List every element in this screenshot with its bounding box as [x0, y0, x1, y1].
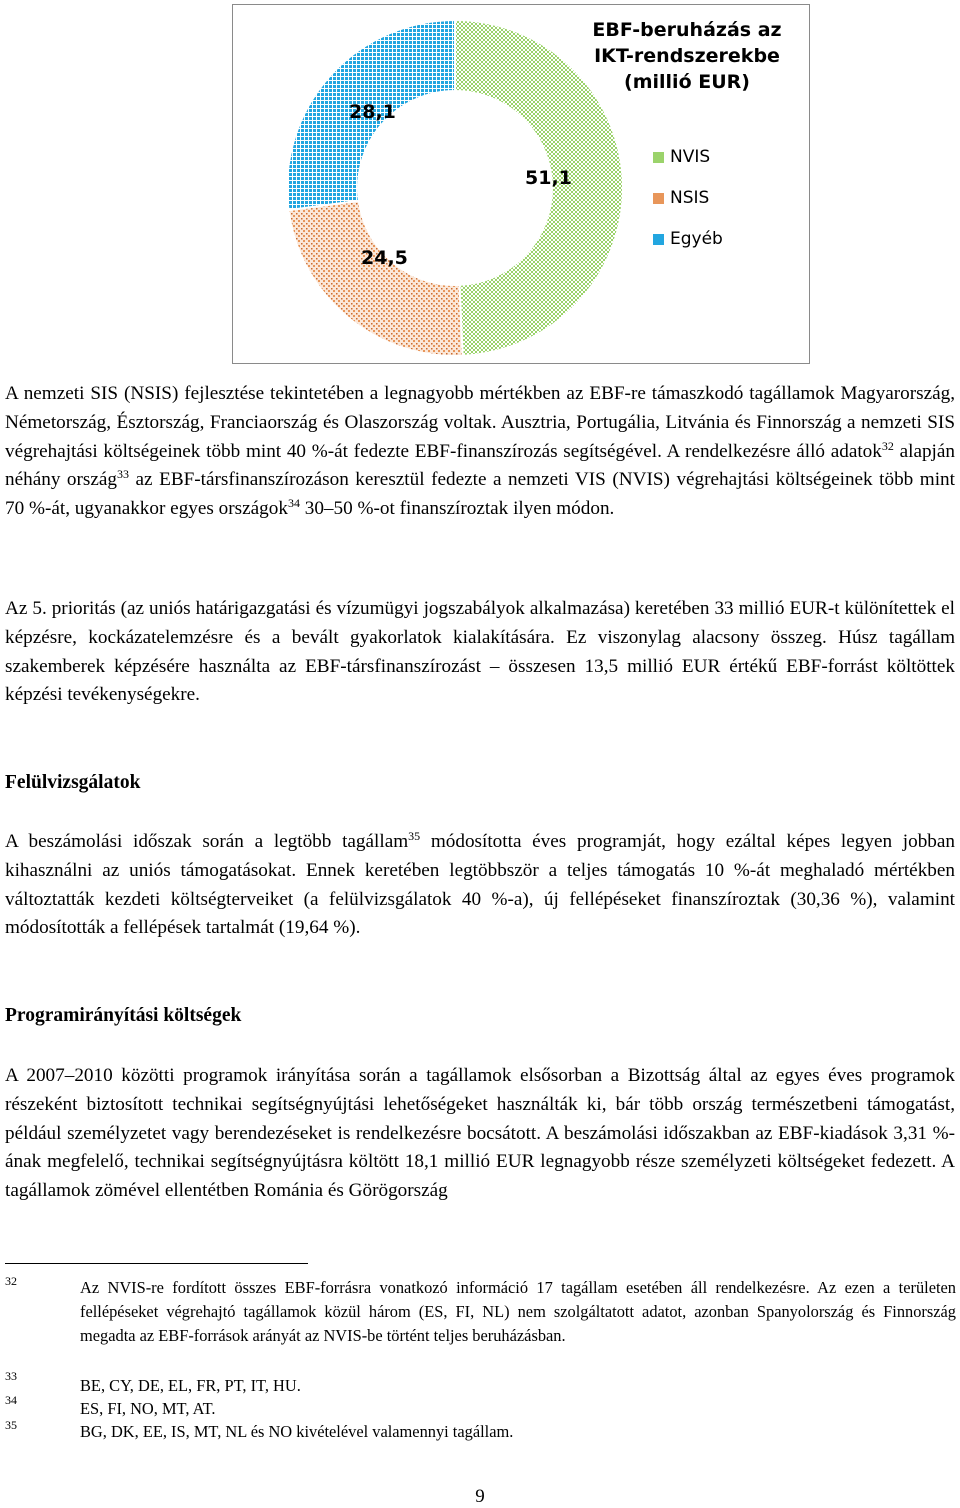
slice-label-egyeb: 28,1 — [349, 101, 396, 123]
footnote-ref-35: 35 — [408, 829, 421, 843]
paragraph-1-part-d: 30–50 %-ot finanszíroztak ilyen módon. — [299, 498, 615, 520]
paragraph-revisions — [5, 828, 955, 943]
paragraph-1-part-a: A nemzeti SIS (NSIS) fejlesztése tekintetében a legnagyobb mértékben az EBF-re támaszkodó tagállamok Magyarország, Németország, Észtország, Franciaország és Olaszország voltak. Ausztria, Portugália, Litvánia és Finnország a nemzeti SIS végrehajtási költségeinek több mint 40 %-át fedezte EBF-finanszírozás segítségével. A rendelkezésre álló adatok — [5, 383, 955, 462]
paragraph-priority-5: Az 5. prioritás (az uniós határigazgatási és vízumügyi jogszabályok alkalmazása) keretében 33 millió EUR-t különítettek el képzésre, kockázatelemzésre és a bevált gyakorlatok kialakítására. Ez viszonylag alacsony összeg. Húsz tagállam szakemberek képzésére használta az EBF-társfinanszírozást – összesen 13,5 millió EUR értékű EBF-forrást költöttek képzési tevékenységekre. — [5, 598, 955, 706]
legend-label-nsis: NSIS — [670, 188, 710, 208]
donut-slice-nsis — [288, 201, 462, 356]
paragraph-3-part-a: A beszámolási időszak során a legtöbb tagállam — [5, 831, 409, 852]
paragraph-1-part-b: alapján néhány ország — [5, 440, 955, 491]
footnote-text-34: ES, FI, NO, MT, AT. — [80, 1399, 216, 1418]
footnote-number-35: 35 — [5, 1418, 17, 1432]
heading-programiranyitasi-koltsegek: Programirányítási költségek — [5, 1005, 242, 1026]
chart-title-line-3: (millió EUR) — [624, 71, 750, 93]
paragraph-management-costs: A 2007–2010 közötti programok irányítása során a tagállamok elsősorban a Bizottság által az egyes éves programok részeként biztosított technikai segítségnyújtási lehetőségeket használták ki, bár több ország természetbeni támogatást, például személyzetet vagy berendezéseket is rendelkezésre bocsátott. A beszámolási időszakban az EBF-kiadások 3,31 %-ának megfelelő, technikai segítségnyújtásra költött 18,1 millió EUR legnagyobb része személyzeti költségeket fedezett. A tagállamok zömével ellentétben Románia és Görögország — [5, 1065, 955, 1202]
legend-label-nvis: NVIS — [670, 147, 711, 167]
donut-chart — [232, 4, 810, 364]
legend-label-egyeb: Egyéb — [670, 229, 723, 249]
footnote-number-34: 34 — [5, 1393, 17, 1407]
footnote-ref-34: 34 — [287, 496, 300, 511]
chart-title-line-2: IKT-rendszerekbe — [594, 45, 780, 67]
footnote-text-32: Az NVIS-re fordított összes EBF-forrásra vonatkozó információ 17 tagállam esetében áll rendelkezésre. Az ezen a területen fellépéseket végrehajtó tagállamok közül három (ES, FI, NL) nem szolgáltatott adatot, azonban Spanyolország és Finnország megadta az EBF-források arányát az NVIS-be történt teljes beruházásban. — [80, 1278, 956, 1345]
legend-swatch-nvis — [653, 152, 664, 163]
legend-swatch-nsis — [653, 193, 664, 204]
legend-item-egyeb — [653, 228, 723, 250]
paragraph-nsis-nvis — [5, 380, 955, 524]
heading-felulvizsgalatok: Felülvizsgálatok — [5, 772, 141, 793]
paragraph-1-part-c: az EBF-társfinanszírozáson keresztül fedezte a nemzeti VIS (NVIS) végrehajtási költségeinek több mint 70 %-át, ugyanakkor egyes országok — [5, 469, 955, 520]
page-number: 9 — [475, 1486, 485, 1507]
donut-slices — [287, 20, 623, 356]
legend-swatch-egyeb — [653, 234, 664, 245]
footnote-number-33: 33 — [5, 1369, 17, 1383]
footnote-number-32: 32 — [5, 1274, 17, 1288]
footnote-ref-33: 33 — [117, 467, 130, 482]
legend-item-nsis — [653, 187, 709, 209]
footnote-text-35: BG, DK, EE, IS, MT, NL és NO kivételével valamennyi tagállam. — [80, 1422, 514, 1441]
slice-label-nsis: 24,5 — [361, 247, 408, 269]
chart-title-line-1: EBF-beruházás az — [592, 19, 782, 41]
slice-label-nvis: 51,1 — [525, 167, 572, 189]
footnote-text-33: BE, CY, DE, EL, FR, PT, IT, HU. — [80, 1376, 301, 1395]
footnote-ref-32: 32 — [881, 438, 894, 453]
paragraph-3-part-b: módosította éves programját, hogy ezáltal képes legyen jobban kihasználni az uniós támogatásokat. Ennek keretében legtöbbször a teljes támogatás 10 %-át meghaladó mértékben változtatták kezdeti költségterveiket (a felülvizsgálatok 40 %-a), új fellépéseket finanszíroztak (30,36 %), valamint módosították a fellépések tartalmát (19,64 %). — [5, 831, 955, 939]
legend-item-nvis — [653, 146, 710, 168]
footnote-separator — [5, 1263, 308, 1264]
